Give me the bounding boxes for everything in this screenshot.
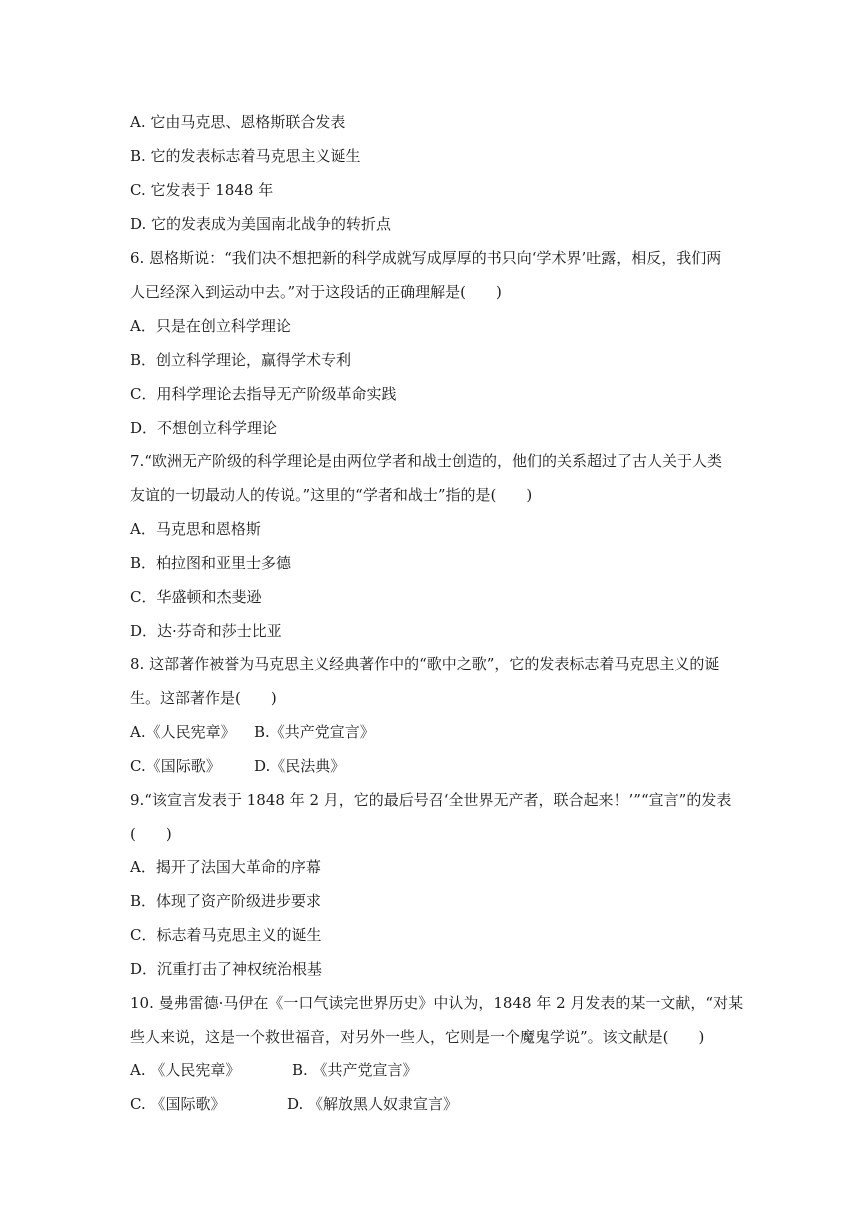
q6-option-d: D．不想创立科学理论 [130, 419, 278, 437]
q5-option-d: D. 它的发表成为美国南北战争的转折点 [130, 215, 392, 233]
q7-option-b: B．柏拉图和亚里士多德 [130, 554, 292, 572]
q6-option-a: A．只是在创立科学理论 [130, 317, 291, 335]
q7-option-d: D．达·芬奇和莎士比亚 [130, 622, 282, 640]
q7-stem-line1: 7.“欧洲无产阶级的科学理论是由两位学者和战士创造的，他们的关系超过了古人关于人类 [130, 452, 722, 470]
q9-stem-line1: 9.“该宣言发表于 1848 年 2 月，它的最后号召‘全世界无产者，联合起来！’”“宣言”的发表 [130, 791, 732, 809]
q8-option-b: B.《共产党宣言》 [254, 723, 375, 741]
q9-option-d: D．沉重打击了神权统治根基 [130, 960, 323, 978]
q8-option-d: D.《民法典》 [254, 757, 346, 775]
q10-option-a: A. 《人民宪章》 [130, 1061, 241, 1079]
q8-option-a: A.《人民宪章》 [130, 723, 236, 741]
q8-stem-line2: 生。这部著作是( ) [130, 689, 277, 707]
q9-stem-line2: ( ) [130, 825, 172, 843]
q5-option-c: C. 它发表于 1848 年 [130, 181, 274, 199]
q6-option-c: C．用科学理论去指导无产阶级革命实践 [130, 385, 397, 403]
q5-option-b: B. 它的发表标志着马克思主义诞生 [130, 147, 361, 165]
q6-stem-line1: 6. 恩格斯说：“我们决不想把新的科学成就写成厚厚的书只向‘学术界’吐露，相反，我们两 [130, 249, 722, 267]
q6-option-b: B．创立科学理论，赢得学术专利 [130, 351, 352, 369]
q8-option-c: C.《国际歌》 [130, 757, 221, 775]
q8-stem-line1: 8. 这部著作被誉为马克思主义经典著作中的“歌中之歌”，它的发表标志着马克思主义的诞 [130, 655, 720, 673]
q9-option-b: B．体现了资产阶级进步要求 [130, 892, 322, 910]
q10-option-b: B. 《共产党宣言》 [292, 1061, 418, 1079]
q7-option-c: C．华盛顿和杰斐逊 [130, 588, 262, 606]
q9-option-a: A．揭开了法国大革命的序幕 [130, 858, 321, 876]
q5-option-a: A. 它由马克思、恩格斯联合发表 [130, 113, 346, 131]
q9-option-c: C．标志着马克思主义的诞生 [130, 926, 322, 944]
q10-stem-line2: 些人来说，这是一个救世福音，对另外一些人，它则是一个魔鬼学说”。该文献是( ) [130, 1028, 705, 1046]
q6-stem-line2: 人已经深入到运动中去。”对于这段话的正确理解是( ) [130, 283, 502, 301]
q7-stem-line2: 友谊的一切最动人的传说。”这里的“学者和战士”指的是( ) [130, 486, 533, 504]
q10-option-d: D. 《解放黑人奴隶宣言》 [287, 1095, 459, 1113]
q10-option-c: C. 《国际歌》 [130, 1095, 226, 1113]
q10-stem-line1: 10. 曼弗雷德·马伊在《一口气读完世界历史》中认为，1848 年 2 月发表的某一文献，“对某 [130, 994, 744, 1012]
q7-option-a: A．马克思和恩格斯 [130, 520, 261, 538]
